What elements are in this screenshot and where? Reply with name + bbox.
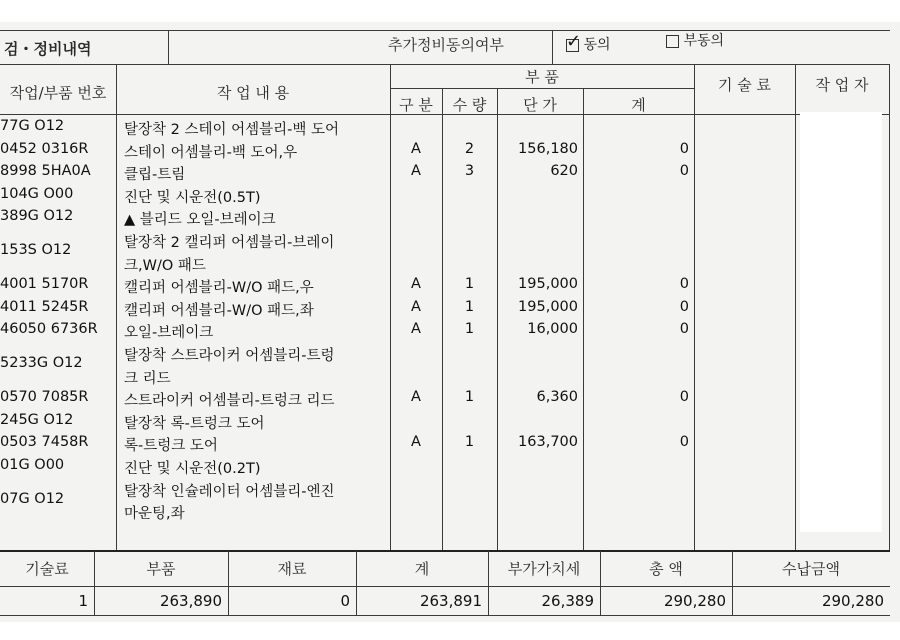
unit-price: 620 <box>550 163 578 180</box>
part-type: A <box>411 163 421 180</box>
section-title: 검・정비내역 <box>4 40 92 58</box>
part-type: A <box>411 434 421 451</box>
part-qty: 3 <box>464 163 475 180</box>
part-qty: 1 <box>464 276 475 293</box>
line-total: 0 <box>679 298 689 315</box>
work-description: 탈장착 2 캘리퍼 어셈블리-브레이 <box>124 235 335 251</box>
unit-price: 195,000 <box>518 276 578 293</box>
line-total: 0 <box>679 321 689 338</box>
work-description: 스트라이커 어셈블리-트렁크 리드 <box>124 393 335 410</box>
top-border <box>0 30 890 31</box>
summary-label: 부가가치세 <box>507 560 581 578</box>
summary-value: 26,389 <box>541 592 594 610</box>
line-total: 0 <box>679 276 689 293</box>
summary-value: 0 <box>340 592 350 610</box>
agree-option[interactable] <box>566 30 611 54</box>
work-description: 크,W/O 패드 <box>124 257 206 274</box>
unit-price: 195,000 <box>518 298 578 315</box>
summary-value: 1 <box>78 592 88 610</box>
summary-bottom-border <box>0 615 890 616</box>
unit-price: 163,700 <box>518 434 578 451</box>
part-number: 245G O12 <box>0 411 74 428</box>
unit-price: 6,360 <box>536 389 578 406</box>
unit-price: 16,000 <box>527 321 578 338</box>
col-divider <box>694 64 695 550</box>
parts-subheader-line <box>390 88 695 89</box>
consent-label: 추가정비동의여부 <box>388 36 504 54</box>
agree-label: 동의 <box>583 37 611 53</box>
col-divider <box>889 64 890 550</box>
divider <box>552 30 553 64</box>
disagree-checkbox[interactable] <box>666 35 679 48</box>
col-total: 계 <box>631 96 646 114</box>
part-qty: 2 <box>464 140 475 157</box>
col-divider <box>583 88 584 550</box>
redacted-worker-area <box>800 112 882 532</box>
part-number: 8998 5HA0A <box>0 163 91 180</box>
col-divider <box>116 64 117 550</box>
part-number: 104G O00 <box>0 185 74 202</box>
work-description: 탈장착 록-트렁크 도어 <box>124 415 265 432</box>
col-part-no: 작업/부품 번호 <box>9 84 107 102</box>
disagree-label: 부동의 <box>683 33 725 49</box>
summary-top-border <box>0 550 890 552</box>
line-total: 0 <box>679 140 689 157</box>
summary-mid-border <box>0 586 890 587</box>
part-type: A <box>411 140 421 157</box>
work-description: 록-트렁크 도어 <box>124 438 218 455</box>
line-total: 0 <box>679 163 689 180</box>
col-type: 구 분 <box>399 96 433 114</box>
col-labor: 기 술 료 <box>717 76 771 94</box>
summary-label: 계 <box>414 560 430 578</box>
work-description: 오일-브레이크 <box>124 325 214 342</box>
line-total: 0 <box>679 434 689 451</box>
part-number: 01G O00 <box>0 457 65 473</box>
part-number: 0503 7458R <box>0 434 89 451</box>
summary-label: 기술료 <box>25 560 69 578</box>
part-number: 5233G O12 <box>0 355 83 372</box>
part-number: 46050 6736R <box>0 321 98 338</box>
work-description: ▲ 블리드 오일-브레이크 <box>124 212 276 229</box>
work-description: 캘리퍼 어셈블리-W/O 패드,좌 <box>124 302 314 319</box>
summary-label: 수납금액 <box>782 560 840 578</box>
part-qty: 1 <box>464 321 475 338</box>
header-bottom-border <box>0 64 890 65</box>
part-type: A <box>411 276 421 293</box>
col-divider <box>795 64 796 550</box>
part-qty: 1 <box>464 389 475 406</box>
part-number: 0570 7085R <box>0 389 89 406</box>
summary-label: 부품 <box>146 560 176 578</box>
part-number: 4011 5245R <box>0 298 89 315</box>
part-qty: 1 <box>464 298 475 315</box>
part-number: 77G O12 <box>0 118 65 134</box>
col-work: 작 업 내 용 <box>216 84 290 102</box>
col-qty: 수 량 <box>452 96 487 114</box>
summary-value: 263,890 <box>159 592 222 610</box>
work-description: 클립-트림 <box>124 167 186 184</box>
col-worker: 작 업 자 <box>815 76 869 94</box>
work-description: 크 리드 <box>124 370 171 387</box>
work-description: 캘리퍼 어셈블리-W/O 패드,우 <box>124 280 314 297</box>
work-description: 탈장착 스트라이커 어셈블리-트렁 <box>124 348 335 364</box>
part-number: 4001 5170R <box>0 276 89 293</box>
work-description: 진단 및 시운전(0.2T) <box>124 461 261 477</box>
col-unit-price: 단 가 <box>523 96 557 114</box>
part-type: A <box>411 321 421 338</box>
checkmark-icon: ✓ <box>566 30 582 52</box>
unit-price: 156,180 <box>518 140 578 157</box>
summary-label: 재료 <box>277 560 307 578</box>
work-description: 탈장착 2 스테이 어셈블리-백 도어 <box>124 122 339 138</box>
work-description: 탈장착 인슐레이터 어셈블리-엔진 <box>124 483 335 500</box>
disagree-option[interactable] <box>666 30 724 50</box>
part-type: A <box>411 298 421 315</box>
part-number: 153S O12 <box>0 242 72 259</box>
work-description: 진단 및 시운전(0.5T) <box>124 189 261 206</box>
col-divider <box>497 88 498 550</box>
part-qty: 1 <box>464 434 475 451</box>
summary-value: 290,280 <box>821 592 884 610</box>
col-parts: 부 품 <box>525 68 559 86</box>
work-description: 스테이 어셈블리-백 도어,우 <box>124 144 298 161</box>
summary-label: 총 액 <box>649 560 683 578</box>
work-description: 마운팅,좌 <box>124 506 185 523</box>
col-divider <box>442 88 443 550</box>
summary-value: 263,891 <box>419 592 482 610</box>
part-number: 07G O12 <box>0 490 65 507</box>
divider <box>168 30 169 64</box>
part-type: A <box>411 389 421 406</box>
summary-value: 290,280 <box>663 592 726 610</box>
line-total: 0 <box>679 389 689 406</box>
part-number: 389G O12 <box>0 208 74 225</box>
part-number: 0452 0316R <box>0 140 89 157</box>
agree-checkbox[interactable] <box>566 30 582 52</box>
